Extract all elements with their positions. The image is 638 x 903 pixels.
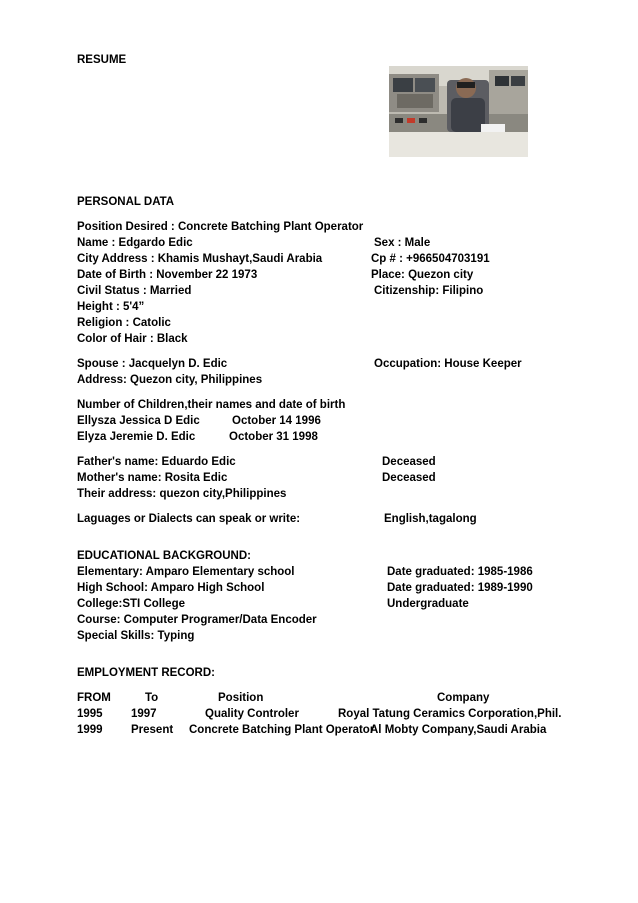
civil-status: Civil Status : Married — [77, 285, 192, 297]
high-school: High School: Amparo High School — [77, 582, 265, 594]
spouse: Spouse : Jacquelyn D. Edic — [77, 358, 228, 370]
employment-heading: EMPLOYMENT RECORD: — [77, 667, 215, 679]
mother-name: Mother's name: Rosita Edic — [77, 472, 228, 484]
row-2-from: 1999 — [77, 724, 103, 736]
citizenship: Citizenship: Filipino — [374, 285, 484, 297]
elementary-school: Elementary: Amparo Elementary school — [77, 566, 295, 578]
row-1-to: 1997 — [131, 708, 157, 720]
header-to: To — [145, 692, 159, 704]
row-1-position: Quality Controler — [205, 708, 299, 720]
header-from: FROM — [77, 692, 111, 704]
row-2-position: Concrete Batching Plant Operator — [189, 724, 375, 736]
father-status: Deceased — [382, 456, 436, 468]
languages-label: Laguages or Dialects can speak or write: — [77, 513, 301, 525]
row-1-from: 1995 — [77, 708, 103, 720]
row-2-to: Present — [131, 724, 174, 736]
row-1-company: Royal Tatung Ceramics Corporation,Phil. — [338, 708, 562, 720]
personal-data-heading: PERSONAL DATA — [77, 196, 175, 208]
position-desired: Position Desired : Concrete Batching Plant Operator — [77, 221, 364, 233]
languages: English,tagalong — [384, 513, 477, 525]
spouse-occupation: Occupation: House Keeper — [374, 358, 522, 370]
college: College:STI College — [77, 598, 185, 610]
course: Course: Computer Programer/Data Encoder — [77, 614, 317, 626]
child-1-date: October 14 1996 — [232, 415, 321, 427]
elementary-date: Date graduated: 1985-1986 — [387, 566, 533, 578]
special-skills: Special Skills: Typing — [77, 630, 195, 642]
parents-address: Their address: quezon city,Philippines — [77, 488, 287, 500]
date-of-birth: Date of Birth : November 22 1973 — [77, 269, 258, 281]
profile-photo — [389, 66, 528, 157]
high-school-date: Date graduated: 1989-1990 — [387, 582, 533, 594]
row-2-company: Al Mobty Company,Saudi Arabia — [370, 724, 547, 736]
child-1-name: Ellysza Jessica D Edic — [77, 415, 200, 427]
father-name: Father's name: Eduardo Edic — [77, 456, 236, 468]
child-2-name: Elyza Jeremie D. Edic — [77, 431, 196, 443]
height: Height : 5'4” — [77, 301, 145, 313]
name: Name : Edgardo Edic — [77, 237, 193, 249]
child-2-date: October 31 1998 — [229, 431, 318, 443]
children-heading: Number of Children,their names and date of birth — [77, 399, 346, 411]
education-heading: EDUCATIONAL BACKGROUND: — [77, 550, 251, 562]
city-address: City Address : Khamis Mushayt,Saudi Arabia — [77, 253, 323, 265]
header-company: Company — [437, 692, 490, 704]
contact-number: Cp # : +966504703191 — [371, 253, 490, 265]
place-of-birth: Place: Quezon city — [371, 269, 474, 281]
religion: Religion : Catolic — [77, 317, 171, 329]
header-position: Position — [218, 692, 264, 704]
resume-title: RESUME — [77, 54, 127, 66]
address: Address: Quezon city, Philippines — [77, 374, 263, 386]
hair-color: Color of Hair : Black — [77, 333, 188, 345]
college-status: Undergraduate — [387, 598, 469, 610]
mother-status: Deceased — [382, 472, 436, 484]
sex: Sex : Male — [374, 237, 431, 249]
